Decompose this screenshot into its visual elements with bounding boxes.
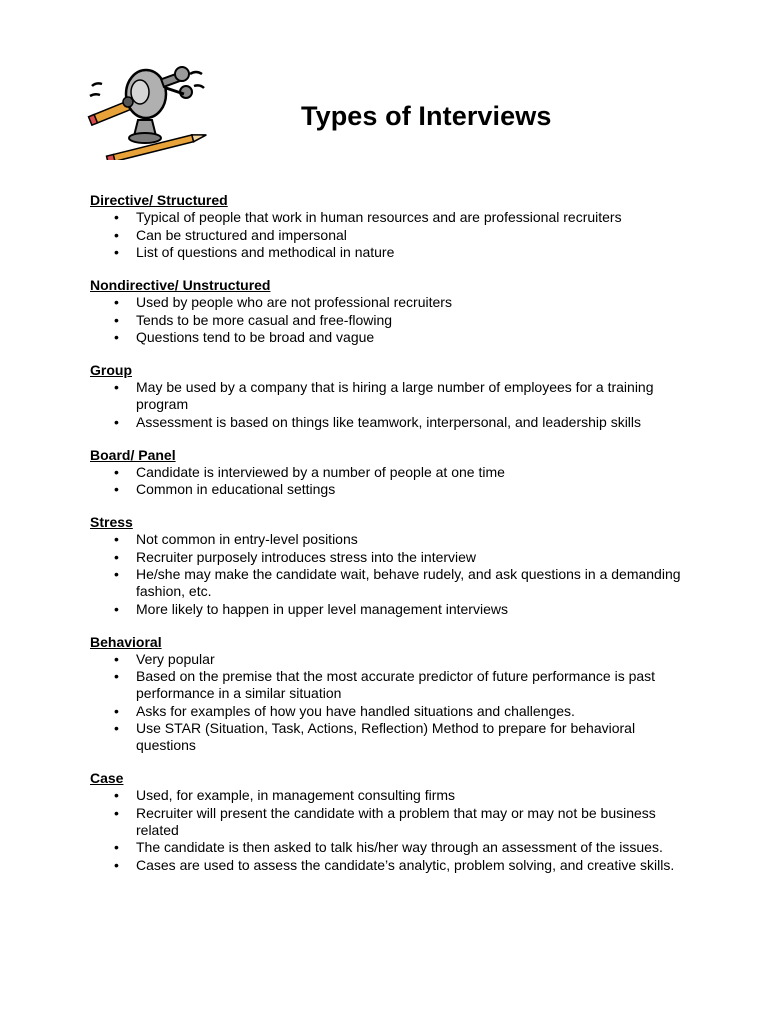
bullet-icon: • [114, 481, 119, 497]
section-heading: Board/ Panel [90, 446, 176, 463]
bullet-icon: • [114, 311, 119, 328]
bullet-list [90, 531, 690, 618]
list-item-text: Typical of people that work in human resources and are professional recruiters [136, 209, 622, 225]
list-item [90, 703, 690, 720]
bullet-icon: • [114, 702, 119, 719]
bullet-icon: • [114, 839, 119, 855]
bullet-list [90, 787, 690, 874]
bullet-icon: • [114, 379, 119, 395]
list-item [90, 329, 690, 346]
list-item [90, 857, 690, 874]
section [90, 192, 690, 261]
bullet-list [90, 209, 690, 261]
section [90, 447, 690, 499]
bullet-icon: • [114, 329, 119, 345]
list-item-text: He/she may make the candidate wait, behave rudely, and ask questions in a demanding fashion, etc. [136, 566, 681, 599]
list-item [90, 531, 690, 548]
bullet-icon: • [114, 650, 119, 667]
list-item [90, 244, 690, 261]
list-item-text: Used, for example, in management consulting firms [136, 787, 456, 803]
list-item-text: May be used by a company that is hiring a large number of employees for a training program [136, 379, 654, 412]
list-item [90, 209, 690, 226]
list-item [90, 414, 690, 431]
list-item-text: Assessment is based on things like teamwork, interpersonal, and leadership skills [136, 413, 642, 430]
bullet-icon: • [114, 600, 119, 617]
section-heading: Behavioral [90, 633, 162, 650]
list-item-text: The candidate is then asked to talk his/her way through an assessment of the issues. [136, 839, 663, 855]
list-item-text: Use STAR (Situation, Task, Actions, Reflection) Method to prepare for behavioral questions [136, 720, 636, 753]
list-item-text: Cases are used to assess the candidate’s analytic, problem solving, and creative skills. [136, 856, 675, 873]
list-item-text: Not common in entry-level positions [136, 531, 358, 547]
list-item-text: Recruiter purposely introduces stress into the interview [136, 548, 477, 565]
section [90, 362, 690, 431]
list-item-text: More likely to happen in upper level management interviews [136, 600, 508, 617]
bullet-icon: • [114, 856, 119, 873]
bullet-icon: • [114, 463, 119, 480]
list-item [90, 805, 690, 839]
bullet-list [90, 651, 690, 755]
list-item-text: Questions tend to be broad and vague [136, 329, 375, 345]
list-item-text: Very popular [136, 650, 215, 667]
list-item-text: List of questions and methodical in nature [136, 244, 395, 260]
document-body [90, 192, 690, 890]
list-item [90, 294, 690, 311]
list-item [90, 312, 690, 329]
list-item [90, 601, 690, 618]
section [90, 770, 690, 874]
section-heading: Group [90, 362, 132, 378]
list-item [90, 720, 690, 754]
bullet-icon: • [114, 294, 119, 310]
list-item-text: Based on the premise that the most accurate predictor of future performance is past performance in a similar situation [136, 668, 656, 701]
list-item [90, 839, 690, 856]
bullet-icon: • [114, 531, 119, 547]
bullet-icon: • [114, 787, 119, 803]
list-item [90, 651, 690, 668]
section-heading: Case [90, 770, 124, 786]
bullet-icon: • [114, 209, 119, 225]
list-item [90, 464, 690, 481]
bullet-icon: • [114, 548, 119, 565]
bullet-icon: • [114, 566, 119, 582]
list-item [90, 668, 690, 702]
list-item [90, 227, 690, 244]
list-item-text: Tends to be more casual and free-flowing [136, 311, 393, 328]
page-title: Types of Interviews [301, 101, 552, 131]
bullet-icon: • [114, 804, 119, 821]
bullet-icon: • [114, 720, 119, 736]
section [90, 634, 690, 755]
list-item [90, 787, 690, 804]
bullet-list [90, 379, 690, 431]
pencil-sharpener-icon [86, 62, 216, 160]
list-item [90, 566, 690, 600]
list-item-text: Candidate is interviewed by a number of people at one time [136, 463, 505, 480]
bullet-list [90, 294, 690, 346]
section [90, 514, 690, 618]
list-item-text: Used by people who are not professional recruiters [136, 294, 452, 310]
section-heading: Directive/ Structured [90, 192, 228, 208]
bullet-icon: • [114, 413, 119, 430]
bullet-icon: • [114, 226, 119, 243]
list-item [90, 379, 690, 413]
bullet-list [90, 464, 690, 499]
list-item-text: Can be structured and impersonal [136, 226, 347, 243]
list-item [90, 549, 690, 566]
section-heading: Stress [90, 514, 133, 530]
bullet-icon: • [114, 668, 119, 684]
list-item-text: Asks for examples of how you have handled situations and challenges. [136, 702, 575, 719]
section-heading: Nondirective/ Unstructured [90, 277, 271, 293]
bullet-icon: • [114, 244, 119, 260]
section [90, 277, 690, 346]
list-item [90, 481, 690, 498]
list-item-text: Recruiter will present the candidate with a problem that may or may not be business related [136, 804, 656, 838]
list-item-text: Common in educational settings [136, 481, 336, 497]
